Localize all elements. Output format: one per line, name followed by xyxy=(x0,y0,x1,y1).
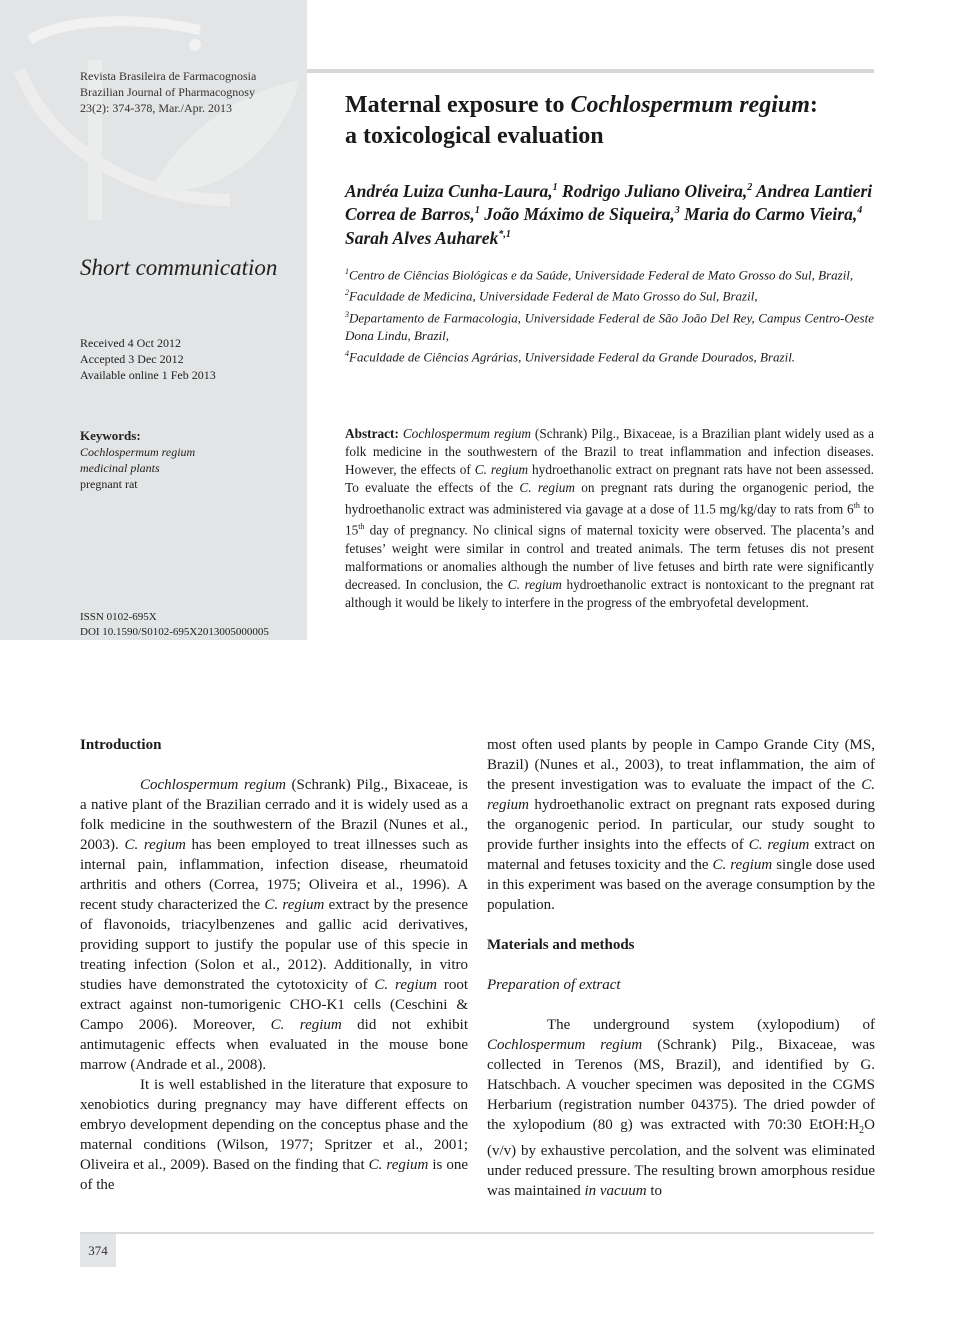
page-number: 374 xyxy=(80,1234,116,1267)
abstract xyxy=(345,425,874,612)
abstract-text: (Schrank) Pilg., Bixaceae, is a Brazilian plant widely used as a folk medicine in the southwestern of the Brazil to treat inflammation and infection diseases. However, the effects of xyxy=(345,426,874,477)
body-text: O (v/v) by exhaustive percolation, and the solvent was eliminated under reduced pressure. The resulting brown amorphous residue was maintained xyxy=(487,1117,875,1199)
body-text: most often used plants by people in Campo Grande City (MS, Brazil) (Nunes et al., 2003), to treat inflammation, the aim of the present investigation was to evaluate the impact of the xyxy=(487,737,875,793)
body-text: has been employed to treat illnesses such as internal pain, inflammation, infection disease, rheumatoid arthritis and others (Correa, 1975; Oliveira et al., 1996). A recent study characterized the xyxy=(80,837,468,913)
journal-name-pt: Revista Brasileira de Farmacognosia xyxy=(80,69,257,83)
ordinal-suffix: th xyxy=(358,522,365,532)
subsection-heading: Preparation of extract xyxy=(487,977,621,993)
body-text: (Schrank) Pilg., Bixaceae, was collected in Terenos (MS, Brazil), and identified by G. Hatschbach. A voucher specimen was deposited in the CGMS Herbarium (registration number 04375). The dried powder of the xylopodium (80 g) was extracted with 70:30 EtOH:H xyxy=(487,1037,875,1133)
body-text: extract on maternal and fetuses toxicity and the xyxy=(487,837,875,873)
abstract-text: day of pregnancy. No clinical signs of maternal toxicity were observed. The placenta’s and fetuses’ weight were similar in control and treated animals. The term fetuses dis not present malformations or anomalies although the number of live fetuses and birth rate were significantly decreased. In conclusion, the xyxy=(345,522,874,592)
species-name: C. regium xyxy=(507,576,562,592)
issn: ISSN 0102-695X xyxy=(80,611,157,623)
abstract-text: hydroethanolic extract is nontoxicant to the pregnant rat although it would be likely to interfere in the progress of the embryofetal development. xyxy=(345,576,874,610)
author-affil-ref: 1 xyxy=(552,182,558,193)
body-text: extract by the presence of flavonoids, triacylbenzenes and gallic acid derivatives, providing support to justify the popular use of this specie in treating infection (Solon et al., 2012). Additionally, in vitro studies have demonstrated the cytotoxicity of xyxy=(80,897,468,993)
footer-rule xyxy=(80,1232,874,1234)
accepted-date: Accepted 3 Dec 2012 xyxy=(80,352,184,366)
title-text: Maternal exposure to xyxy=(345,92,571,118)
author-affil-ref: 2 xyxy=(747,182,753,193)
author-name: Rodrigo Juliano Oliveira, xyxy=(557,180,748,201)
journal-info xyxy=(80,68,256,116)
affiliations xyxy=(345,263,874,366)
author-name: Andréa Luiza Cunha-Laura, xyxy=(345,180,553,201)
author-name: Maria do Carmo Vieira, xyxy=(679,204,858,225)
doi: DOI 10.1590/S0102-695X2013005000005 xyxy=(80,626,269,638)
affiliation-text: Departamento de Farmacologia, Universidade Federal de São João Del Rey, Campus Centro-Oeste Dona Lindu, Brazil, xyxy=(345,309,874,343)
body-paragraph xyxy=(487,735,875,915)
body-text: did not exhibit antimutagenic effects when evaluated in the mouse bone marrow (Andrade et al., 2008). xyxy=(80,1017,468,1073)
keyword-item: medicinal plants xyxy=(80,461,160,475)
latin-term: in vacuum xyxy=(584,1183,647,1199)
keywords-title: Keywords: xyxy=(80,428,141,443)
body-column-left xyxy=(80,735,468,1195)
abstract-text: hydroethanolic extract on pregnant rats have not been assessed. To evaluate the effects of the xyxy=(345,462,874,495)
article-dates xyxy=(80,335,216,383)
affiliation-item xyxy=(345,306,874,345)
author-affil-ref: 3 xyxy=(674,205,680,217)
species-name: Cochlospermum regium xyxy=(487,1037,643,1053)
author-affil-ref: 1 xyxy=(474,205,480,217)
species-name: C. regium xyxy=(374,977,437,993)
author-name: Sarah Alves Auharek xyxy=(345,227,499,248)
affiliation-item xyxy=(345,284,874,305)
article-title xyxy=(345,90,885,152)
article-identifiers xyxy=(80,610,269,640)
ordinal-suffix: th xyxy=(853,501,860,510)
author-affil-ref: *,1 xyxy=(498,228,511,240)
author-affil-ref: 4 xyxy=(857,205,863,217)
affiliation-item xyxy=(345,345,874,366)
body-text: The underground system (xylopodium) of xyxy=(547,1017,875,1033)
species-name: C. regium xyxy=(270,1017,342,1033)
keyword-item: pregnant rat xyxy=(80,477,138,491)
affiliation-number: 1 xyxy=(345,267,349,276)
body-paragraph xyxy=(80,1075,468,1195)
affiliation-text: Faculdade de Ciências Agrárias, Universidade Federal da Grande Dourados, Brazil. xyxy=(349,349,796,365)
body-text: single dose used in this experiment was based on the average consumption by the population. xyxy=(487,857,876,913)
body-column-right xyxy=(487,735,875,1201)
species-name: C. regium xyxy=(474,462,529,477)
affiliation-number: 3 xyxy=(345,309,349,319)
species-name: Cochlospermum regium xyxy=(140,777,286,793)
species-name: Cochlospermum regium xyxy=(402,426,532,441)
body-text: to xyxy=(646,1183,662,1199)
journal-sidebar xyxy=(0,0,307,640)
online-date: Available online 1 Feb 2013 xyxy=(80,368,216,382)
abstract-text: to 15 xyxy=(345,501,874,538)
affiliation-item xyxy=(345,263,874,284)
received-date: Received 4 Oct 2012 xyxy=(80,336,181,350)
affiliation-text: Centro de Ciências Biológicas e da Saúde, Universidade Federal de Mato Grosso do Sul, Brazil, xyxy=(349,267,854,283)
journal-volume: 23(2): 374-378, Mar./Apr. 2013 xyxy=(80,101,232,115)
affiliation-text: Faculdade de Medicina, Universidade Federal de Mato Grosso do Sul, Brazil, xyxy=(349,288,758,304)
affiliation-number: 4 xyxy=(345,348,349,358)
section-heading: Materials and methods xyxy=(487,937,635,953)
author-list xyxy=(345,178,875,248)
subscript: 2 xyxy=(859,1125,865,1136)
species-name: C. regium xyxy=(124,837,186,853)
title-colon: : xyxy=(809,92,818,118)
header-rule xyxy=(307,69,874,73)
species-name: C. regium xyxy=(748,837,810,853)
author-name: João Máximo de Siqueira, xyxy=(479,204,675,225)
section-heading: Introduction xyxy=(80,737,162,753)
body-text: is one of the xyxy=(80,1157,468,1193)
affiliation-number: 2 xyxy=(345,288,349,298)
species-name: C. regium xyxy=(487,777,875,813)
title-line2: a toxicological evaluation xyxy=(345,123,604,149)
body-text: root extract against non-tumorigenic CHO-K1 cells (Ceschini & Campo 2006). Moreover, xyxy=(80,977,469,1033)
journal-logo-watermark-icon xyxy=(0,0,307,240)
body-text: (Schrank) Pilg., Bixaceae, is a native plant of the Brazilian cerrado and it is widely used as a folk medicine in the southwestern of the Brazil (Nunes et al., 2003). xyxy=(80,777,468,853)
author-name: Andrea Lantieri Correa de Barros, xyxy=(345,180,873,225)
species-name: C. regium xyxy=(264,897,325,913)
abstract-text: on pregnant rats during the organogenic period, the hydroethanolic extract was administered via gavage at a dose of 11.5 mg/kg/day to rats from 6 xyxy=(345,480,874,517)
species-name: C. regium xyxy=(519,480,576,495)
keywords-block xyxy=(80,428,195,492)
body-text: It is well established in the literature that exposure to xenobiotics during pregnancy may have different effects on embryo development depending on the conceptus phase and the maternal conditions (Wilson, 1977; Spritzer et al., 2001; Oliveira et al., 2009). Based on the finding that xyxy=(80,1077,468,1173)
body-paragraph xyxy=(80,775,468,1075)
body-paragraph xyxy=(487,1015,875,1201)
species-name: C. regium xyxy=(712,857,773,873)
title-species: Cochlospermum regium xyxy=(570,92,810,118)
body-text: hydroethanolic extract on pregnant rats exposed during the organogenic period. In particular, our study sought to provide further insights into the effects of xyxy=(487,797,875,853)
journal-name-en: Brazilian Journal of Pharmacognosy xyxy=(80,85,255,99)
abstract-label: Abstract: xyxy=(345,426,399,441)
article-type: Short communication xyxy=(80,255,278,280)
species-name: C. regium xyxy=(368,1157,429,1173)
keyword-item: Cochlospermum regium xyxy=(80,445,196,459)
